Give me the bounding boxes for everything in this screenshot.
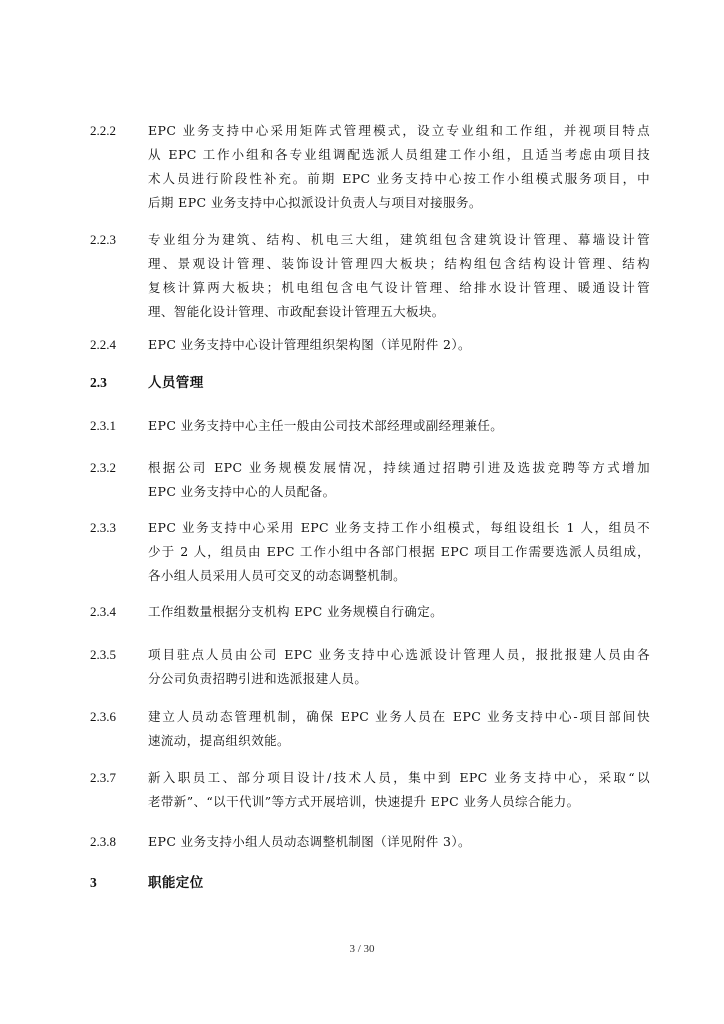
clause-number: 2.3.3 (90, 520, 116, 535)
page-number: 3 / 30 (349, 943, 375, 955)
clause-text: 项目驻点人员由公司 EPC 业务支持中心选派设计管理人员，报批报建人员由各 分公司负责招聘引进和选派报建人员。 (148, 647, 650, 686)
clause-number: 2.3.5 (90, 647, 116, 662)
clause-text: 根据公司 EPC 业务规模发展情况，持续通过招聘引进及选拔竞聘等方式增加 EPC 业务支持中心的人员配备。 (148, 460, 650, 499)
clause-text: 建立人员动态管理机制，确保 EPC 业务人员在 EPC 业务支持中心-项目部间快 速流动，提高组织效能。 (148, 709, 650, 748)
clause-number: 2.2.3 (90, 232, 116, 247)
clause-text: 工作组数量根据分支机构 EPC 业务规模自行确定。 (148, 604, 444, 619)
clause-text: EPC 业务支持中心采用 EPC 业务支持工作小组模式，每组设组长 1 人，组员不 少于 2 人，组员由 EPC 工作小组中各部门根据 EPC 项目工作需要选派人员组成， 各小组人员采用人员可交叉的动态调整机制。 (148, 520, 650, 583)
clause-text: 新入职员工、部分项目设计/技术人员，集中到 EPC 业务支持中心，采取“以 老带新”、“以干代训”等方式开展培训，快速提升 EPC 业务人员综合能力。 (148, 770, 650, 809)
clause-number: 2.3.6 (90, 709, 116, 724)
section-title: 人员管理 (148, 375, 204, 391)
clause-number: 2.2.4 (90, 337, 116, 352)
section-title: 职能定位 (148, 875, 204, 891)
section-number: 2.3 (90, 375, 107, 390)
clause-number: 2.3.7 (90, 770, 116, 785)
clause-number: 2.3.2 (90, 460, 116, 475)
clause-text: EPC 业务支持小组人员动态调整机制图（详见附件 3）。 (148, 834, 471, 849)
clause-text: EPC 业务支持中心设计管理组织架构图（详见附件 2）。 (148, 337, 471, 352)
clause-number: 2.3.8 (90, 834, 116, 849)
clause-text: 专业组分为建筑、结构、机电三大组，建筑组包含建筑设计管理、幕墙设计管 理、景观设计管理、装饰设计管理四大板块；结构组包含结构设计管理、结构 复核计算两大板块；机电组包含电气设计管理、给排水设计管理、暖通设计管 理、智能化设计管理、市政配套设计管理五大板块。 (148, 232, 650, 319)
clause-number: 2.3.4 (90, 604, 116, 619)
clause-text: EPC 业务支持中心采用矩阵式管理模式，设立专业组和工作组，并视项目特点 从 EPC 工作小组和各专业组调配选派人员组建工作小组，且适当考虑由项目技 术人员进行阶段性补充。前期 EPC 业务支持中心按工作小组模式服务项目，中 后期 EPC 业务支持中心拟派设计负责人与项目对接服务。 (148, 123, 650, 210)
clause-number: 2.3.1 (90, 418, 116, 433)
clause-text: EPC 业务支持中心主任一般由公司技术部经理或副经理兼任。 (148, 418, 504, 433)
clause-number: 2.2.2 (90, 123, 116, 138)
section-number: 3 (90, 875, 97, 890)
